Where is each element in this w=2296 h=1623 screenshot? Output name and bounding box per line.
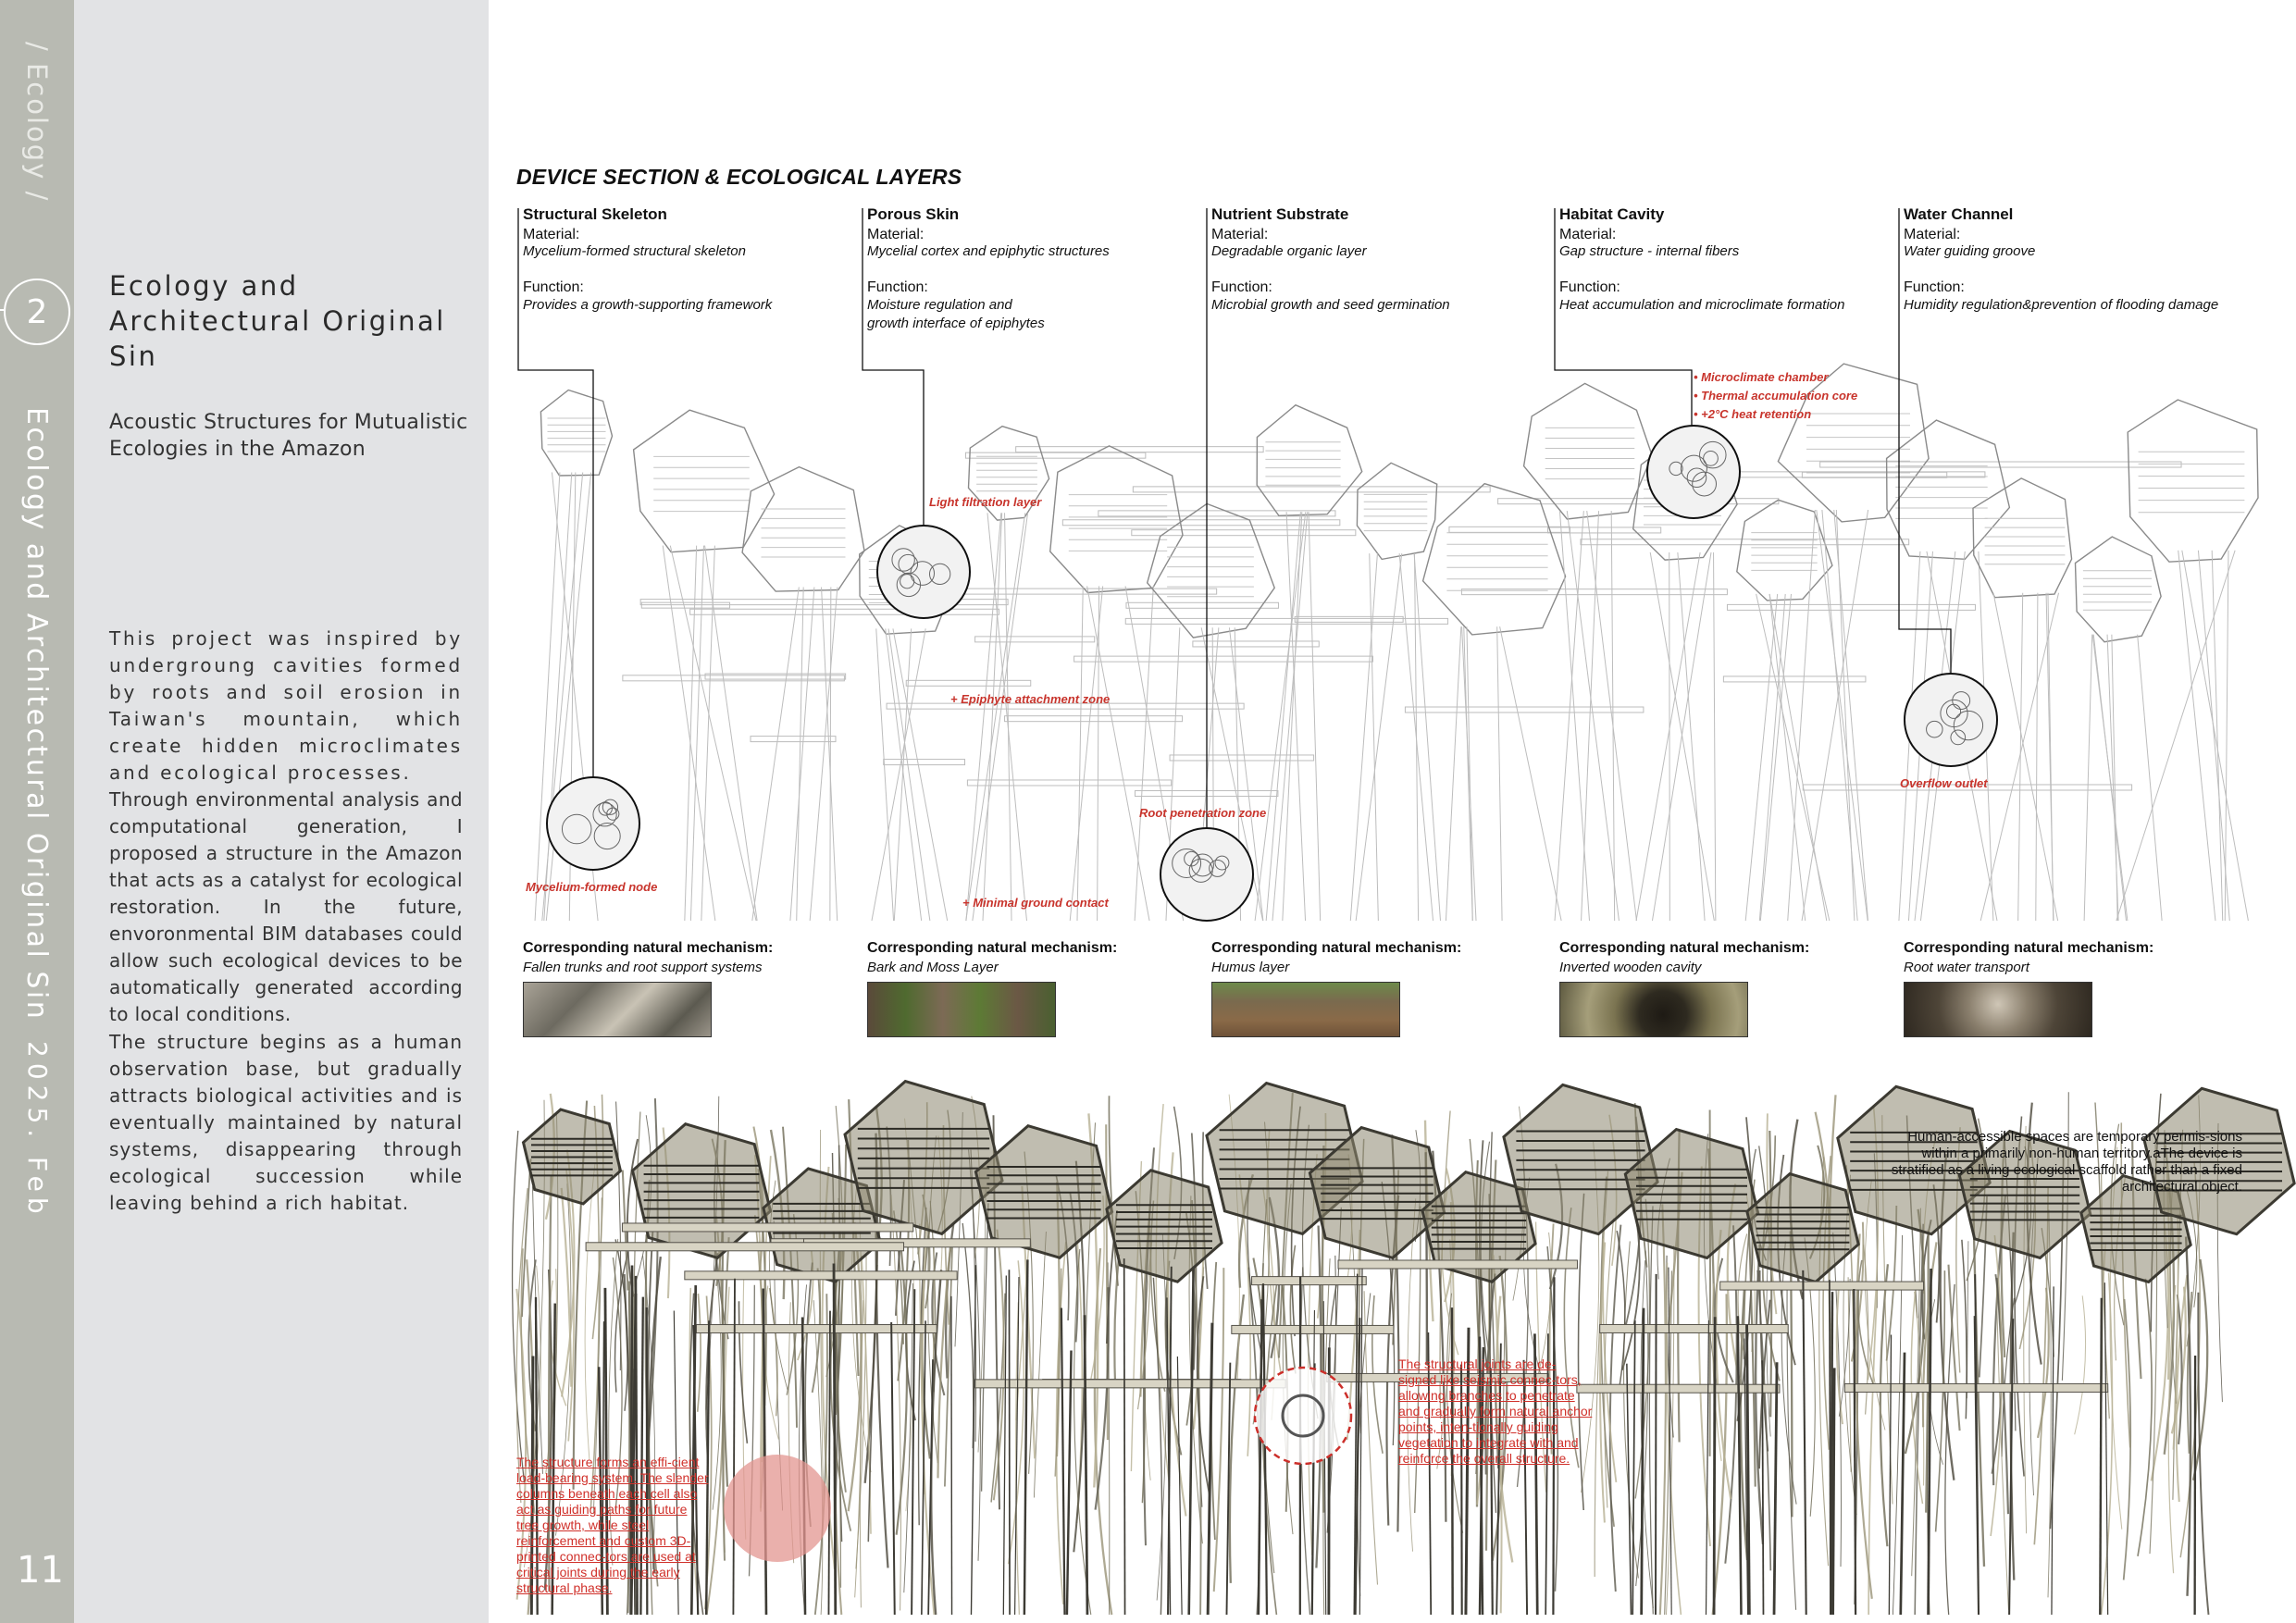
render-platform <box>622 1223 912 1232</box>
render-column <box>1762 1360 1763 1615</box>
platform-line <box>705 674 846 679</box>
platform-line <box>967 780 1171 786</box>
page-number: 11 <box>17 1549 64 1592</box>
detail-magnifier <box>547 777 639 870</box>
platform-line <box>751 737 836 742</box>
support-column <box>1669 552 1670 921</box>
platform-line <box>906 680 1031 686</box>
structural-cell <box>1257 405 1362 516</box>
mechanism-porous-skin <box>867 940 1210 975</box>
mechanism-label: Corresponding natural mechanism: <box>867 940 1118 956</box>
function-value: Humidity regulation&prevention of flooding damage <box>1904 297 2219 313</box>
intro-panel <box>74 0 489 1623</box>
render-column <box>1124 1258 1125 1615</box>
platform-line <box>1126 602 1278 608</box>
platform-line <box>1005 716 1183 722</box>
layer-water-channel <box>1904 205 2283 315</box>
mechanism-value: Inverted wooden cavity <box>1559 960 1702 975</box>
mechanism-nutrient <box>1211 940 1554 975</box>
platform-line <box>1820 462 2181 467</box>
support-column <box>2225 551 2228 921</box>
support-column <box>2036 593 2038 921</box>
photo-humus <box>1211 982 1400 1037</box>
layer-title: Structural Skeleton <box>523 205 667 223</box>
layer-title: Water Channel <box>1904 205 2014 223</box>
platform-line <box>965 452 1145 458</box>
support-column <box>2092 635 2128 921</box>
material-label: Material: <box>1559 227 1617 242</box>
support-column <box>1500 626 1561 921</box>
support-column <box>2018 593 2023 921</box>
note-structural-joints: The structural joints are de-signed like seismic connec-tors, allowing branches to penetrate and gradually form natural anchor points, inten-tionally guiding vegetation to integrate with and reinforce the overall structure. <box>1398 1357 1593 1466</box>
vertical-title: Ecology and Architectural Original Sin <box>20 407 53 1022</box>
function-label: Function: <box>1559 279 1620 295</box>
detail-magnifier <box>1905 674 1997 766</box>
intro-paragraph: This project was inspired by undergroung cavities formed by roots and soil erosion in Taiwan's mountain, which create hidden microclimates and ecological processes. <box>109 627 463 784</box>
intro-paragraph: The structure begins as a human observation base, but gradually attracts biological activities and is eventually maintained by natural systems, disappearing through ecological succession while leaving behind a rich habitat. <box>109 1031 463 1214</box>
platform-line <box>1170 755 1314 761</box>
support-column <box>2048 593 2054 921</box>
support-column <box>987 513 1027 921</box>
function-label: Function: <box>1904 279 1965 295</box>
layer-title: Nutrient Substrate <box>1211 205 1349 223</box>
diagram-title: DEVICE SECTION & ECOLOGICAL LAYERS <box>516 165 962 189</box>
mechanism-value: Bark and Moss Layer <box>867 960 999 975</box>
render-platform <box>1577 1384 1780 1393</box>
layer-habitat-cavity <box>1559 205 1902 315</box>
render-platform <box>586 1243 903 1251</box>
detail-magnifier <box>877 526 970 618</box>
photo-wooden-cavity <box>1559 982 1748 1037</box>
material-label: Material: <box>523 227 580 242</box>
joint-detail-circle <box>1255 1368 1351 1464</box>
support-column <box>535 473 560 922</box>
support-column <box>1309 512 1321 921</box>
support-column <box>685 546 697 921</box>
habitat-feature-list <box>1694 368 1857 424</box>
mechanism-label: Corresponding natural mechanism: <box>1559 940 1810 956</box>
material-value: Mycelium-formed structural skeleton <box>523 243 746 259</box>
support-column <box>2178 551 2215 921</box>
structural-cell <box>1050 446 1183 593</box>
support-column <box>872 628 925 921</box>
annotation-root-penetration: Root penetration zone <box>1139 806 1267 820</box>
mechanism-habitat <box>1559 940 1902 975</box>
support-column <box>1555 511 1583 921</box>
structural-cell <box>742 467 864 591</box>
layer-structural-skeleton <box>523 205 865 315</box>
photo-root-transport <box>1904 982 2092 1037</box>
support-column <box>752 588 800 922</box>
support-column <box>894 628 911 921</box>
support-column <box>893 628 948 921</box>
render-platform <box>1232 1325 1394 1333</box>
sidebar-strip <box>0 0 74 1623</box>
render-column <box>1656 1274 1657 1615</box>
mechanism-label: Corresponding natural mechanism: <box>1904 940 2154 956</box>
intro-paragraph: Through environmental analysis and computational generation, I proposed a structure in the Amazon that acts as a catalyst for ecological restoration. In the future, envoronmental BIM databases could allow such ecological devices to be automatically generated according to local conditions. <box>109 788 463 1025</box>
support-column <box>1993 593 2058 921</box>
structural-cell <box>1737 500 1832 601</box>
structural-cell <box>1973 478 2072 598</box>
support-column <box>1769 594 1806 921</box>
support-column <box>2182 551 2249 921</box>
support-column <box>1788 510 1816 921</box>
render-platform <box>1252 1277 1367 1285</box>
support-column <box>1760 594 1791 921</box>
render-column <box>1830 1280 1831 1615</box>
support-column <box>1822 510 1857 921</box>
material-label: Material: <box>1211 227 1269 242</box>
habitat-feature: • +2°C heat retention <box>1694 407 1812 421</box>
render-platform <box>685 1271 957 1280</box>
support-column <box>1769 594 1827 921</box>
function-value: Heat accumulation and microclimate formation <box>1559 297 1845 313</box>
mechanism-value: Humus layer <box>1211 960 1290 975</box>
platform-line <box>884 760 965 765</box>
mechanism-value: Fallen trunks and root support systems <box>523 960 763 975</box>
support-column <box>1650 552 1714 921</box>
main-content <box>489 0 2296 1623</box>
platform-line <box>1074 656 1373 662</box>
function-value: Provides a growth-supporting framework <box>523 297 773 313</box>
structural-cell <box>540 390 612 477</box>
support-column <box>1817 510 1868 921</box>
support-column <box>888 628 930 921</box>
support-column <box>690 546 703 921</box>
support-column <box>1497 626 1502 921</box>
note-human-spaces: Human-accessible spaces are temporary permis-sions within a primarily non-human territory.aThe device is stratified as a living ecological scaffold rather than a fixed architectural object. <box>1891 1129 2242 1195</box>
support-column <box>1399 553 1433 921</box>
render-platform <box>975 1380 1285 1388</box>
render-platform <box>1600 1324 1789 1332</box>
load-highlight-circle <box>724 1455 831 1562</box>
photo-bark-moss <box>867 982 1056 1037</box>
photo-fallen-trunks <box>523 982 712 1037</box>
material-label: Material: <box>867 227 925 242</box>
support-column <box>830 588 831 922</box>
note-load-bearing: The structure forms an effi-cient load-bearing system. The slender columns beneath each cell also act as guiding paths for future tree growth, while steel reinforcement and custom 3D-printed connec-tors are used at critical joints during the early structural phase. <box>516 1455 709 1595</box>
platform-line <box>690 609 999 614</box>
layer-title: Habitat Cavity <box>1559 205 1665 223</box>
mechanism-skeleton <box>523 940 865 975</box>
render-column <box>1833 1368 1835 1615</box>
function-value: Microbial growth and seed germination <box>1211 297 1450 313</box>
material-value: Gap structure - internal fibers <box>1559 243 1740 259</box>
support-column <box>663 546 715 921</box>
mechanism-label: Corresponding natural mechanism: <box>523 940 774 956</box>
support-column <box>1802 510 1868 921</box>
support-column <box>2138 635 2162 921</box>
annotation-epiphyte-zone: + Epiphyte attachment zone <box>950 692 1111 706</box>
platform-line <box>1125 618 1447 624</box>
support-column <box>1446 626 1460 921</box>
render-column <box>951 1296 952 1615</box>
support-column <box>1582 511 1599 921</box>
support-column <box>1255 512 1306 921</box>
structural-cell <box>634 410 775 552</box>
platform-line <box>623 675 845 681</box>
habitat-feature: • Thermal accumulation core <box>1694 389 1858 403</box>
platform-line <box>975 637 1095 642</box>
render-platform <box>1720 1282 1924 1290</box>
platform-line <box>1461 589 1727 595</box>
structural-cell <box>1148 503 1275 638</box>
function-label: Function: <box>523 279 584 295</box>
support-column <box>1135 586 1153 921</box>
platform-line <box>1193 641 1319 647</box>
structural-cell <box>2128 400 2258 562</box>
support-column <box>973 513 1028 921</box>
platform-line <box>1405 707 1643 712</box>
material-value: Degradable organic layer <box>1211 243 1367 259</box>
support-column <box>983 513 1002 921</box>
layer-nutrient-substrate <box>1211 205 1554 315</box>
support-column <box>1283 512 1302 921</box>
function-label: Function: <box>1211 279 1272 295</box>
layer-title: Porous Skin <box>867 205 960 223</box>
section-drawing <box>518 208 2258 921</box>
support-column <box>1980 593 2058 921</box>
support-column <box>1464 626 1472 921</box>
render-column <box>1714 1317 1715 1615</box>
render-platform <box>696 1325 937 1333</box>
material-label: Material: <box>1904 227 1961 242</box>
support-column <box>1005 513 1011 921</box>
material-value: Water guiding groove <box>1904 243 2036 259</box>
habitat-feature: • Microclimate chamber <box>1694 370 1829 384</box>
function-value: Moisture regulation and growth interface of epiphytes <box>867 297 1045 331</box>
mechanism-water <box>1904 940 2246 975</box>
chapter-number: 2 <box>26 292 48 331</box>
platform-line <box>1295 616 1403 622</box>
date-label: 2025. Feb <box>22 1041 53 1220</box>
structural-cell <box>1357 463 1436 559</box>
chapter-number-badge <box>4 279 70 345</box>
material-value: Mycelial cortex and epiphytic structures <box>867 243 1110 259</box>
structural-cell <box>2076 537 2162 642</box>
mechanism-label: Corresponding natural mechanism: <box>1211 940 1462 956</box>
render-column <box>2100 1298 2102 1615</box>
support-column <box>1636 552 1700 921</box>
section-tag: / Ecology / <box>21 42 53 203</box>
project-subtitle: Acoustic Structures for Mutualistic Ecologies in the Amazon <box>109 411 468 461</box>
function-label: Function: <box>867 279 928 295</box>
layer-porous-skin <box>867 205 1145 333</box>
platform-line <box>1062 520 1339 526</box>
render-column <box>834 1263 836 1615</box>
platform-line <box>641 602 729 608</box>
render-platform <box>1338 1260 1577 1269</box>
annotation-light-filtration: Light filtration layer <box>929 495 1042 509</box>
annotation-overflow-outlet: Overflow outlet <box>1900 776 1988 790</box>
annotation-mycelium-node: Mycelium-formed node <box>526 880 658 894</box>
structural-cell <box>1423 484 1566 635</box>
support-column <box>1714 552 1716 921</box>
chapter-title: Ecology and Architectural Original Sin <box>109 270 446 372</box>
render-column <box>1009 1270 1010 1615</box>
support-column <box>1087 586 1149 921</box>
platform-line <box>1581 539 1909 545</box>
detail-magnifier <box>1160 828 1253 921</box>
support-column <box>1462 626 1476 921</box>
support-column <box>1467 626 1472 921</box>
mechanism-value: Root water transport <box>1904 960 2029 975</box>
support-column <box>1356 553 1402 921</box>
platform-line <box>1016 447 1263 452</box>
detail-magnifier <box>1647 426 1740 518</box>
annotation-ground-contact: + Minimal ground contact <box>962 896 1109 910</box>
support-column <box>2084 635 2092 921</box>
